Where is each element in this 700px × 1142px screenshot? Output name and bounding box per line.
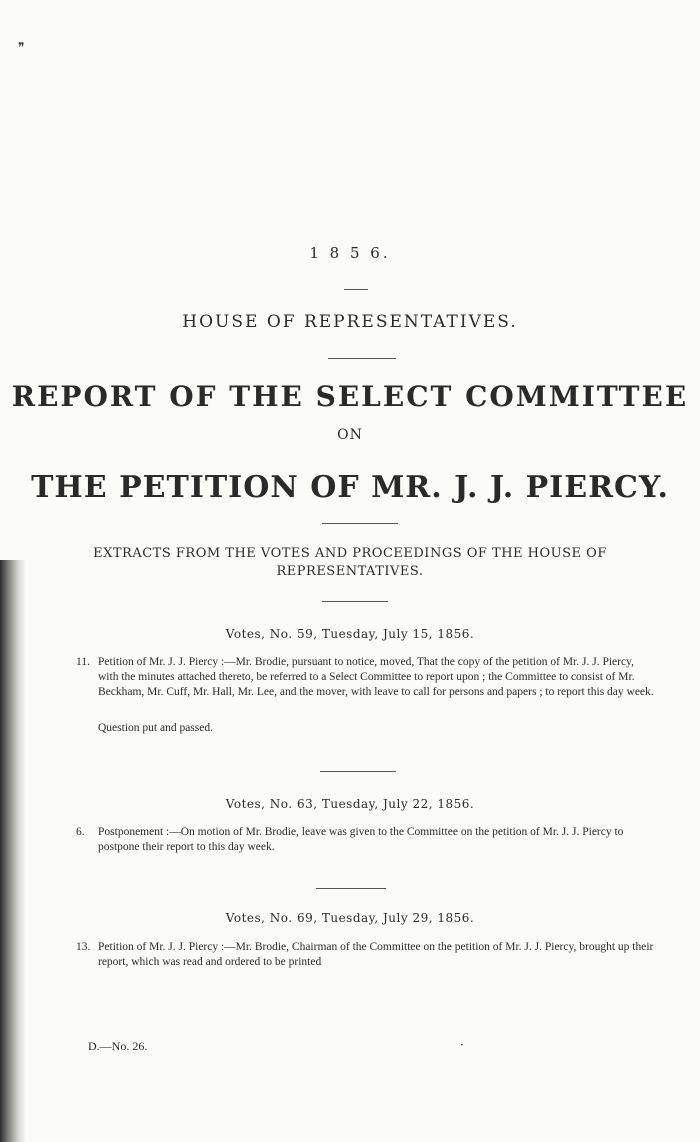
report-title-on: ON bbox=[337, 427, 363, 443]
scanned-page-edge bbox=[0, 560, 26, 1142]
divider bbox=[344, 289, 368, 290]
divider bbox=[322, 523, 398, 524]
list-item bbox=[76, 825, 656, 855]
scan-speck: · bbox=[460, 1038, 464, 1052]
report-title: REPORT OF THE SELECT COMMITTEE bbox=[11, 380, 689, 413]
extracts-line-1: EXTRACTS FROM THE VOTES AND PROCEEDINGS OF THE HOUSE OF bbox=[93, 546, 607, 561]
house-heading: HOUSE OF REPRESENTATIVES. bbox=[182, 312, 518, 332]
item-note: Question put and passed. bbox=[98, 722, 213, 734]
extracts-line-2: REPRESENTATIVES. bbox=[276, 564, 424, 579]
divider bbox=[316, 888, 386, 889]
divider bbox=[320, 771, 396, 772]
votes-heading: Votes, No. 59, Tuesday, July 15, 1856. bbox=[225, 627, 475, 641]
document-year: 1 8 5 6. bbox=[309, 244, 391, 262]
divider bbox=[328, 358, 396, 359]
petition-title: THE PETITION OF MR. J. J. PIERCY. bbox=[31, 470, 669, 505]
item-text: Postponement :—On motion of Mr. Brodie, leave was given to the Committee on the petition of Mr. J. J. Piercy to postpone their report to this day week. bbox=[98, 826, 624, 853]
item-number: 13. bbox=[76, 941, 91, 953]
votes-heading: Votes, No. 63, Tuesday, July 22, 1856. bbox=[225, 797, 475, 811]
item-text: Petition of Mr. J. J. Piercy :—Mr. Brodie, pursuant to notice, moved, That the copy of the petition of Mr. J. J. Piercy, with the minutes attached thereto, be referred to a Select Committee to report upon ; the Committee to consist of Mr. Beckham, Mr. Cuff, Mr. Hall, Mr. Lee, and the mover, with leave to call for persons and papers ; to report this day week. bbox=[98, 656, 654, 698]
divider bbox=[322, 601, 388, 602]
scan-speck: ❞ bbox=[18, 40, 25, 54]
votes-heading: Votes, No. 69, Tuesday, July 29, 1856. bbox=[225, 911, 475, 925]
extracts-heading bbox=[0, 545, 700, 581]
item-number: 11. bbox=[76, 656, 90, 668]
document-reference: D.—No. 26. bbox=[88, 1039, 148, 1053]
item-text: Petition of Mr. J. J. Piercy :—Mr. Brodie, Chairman of the Committee on the petition of Mr. J. J. Piercy, brought up their report, which was read and ordered to be printed bbox=[98, 941, 654, 968]
list-item bbox=[76, 940, 656, 970]
item-number: 6. bbox=[76, 826, 85, 838]
list-item bbox=[76, 655, 656, 700]
